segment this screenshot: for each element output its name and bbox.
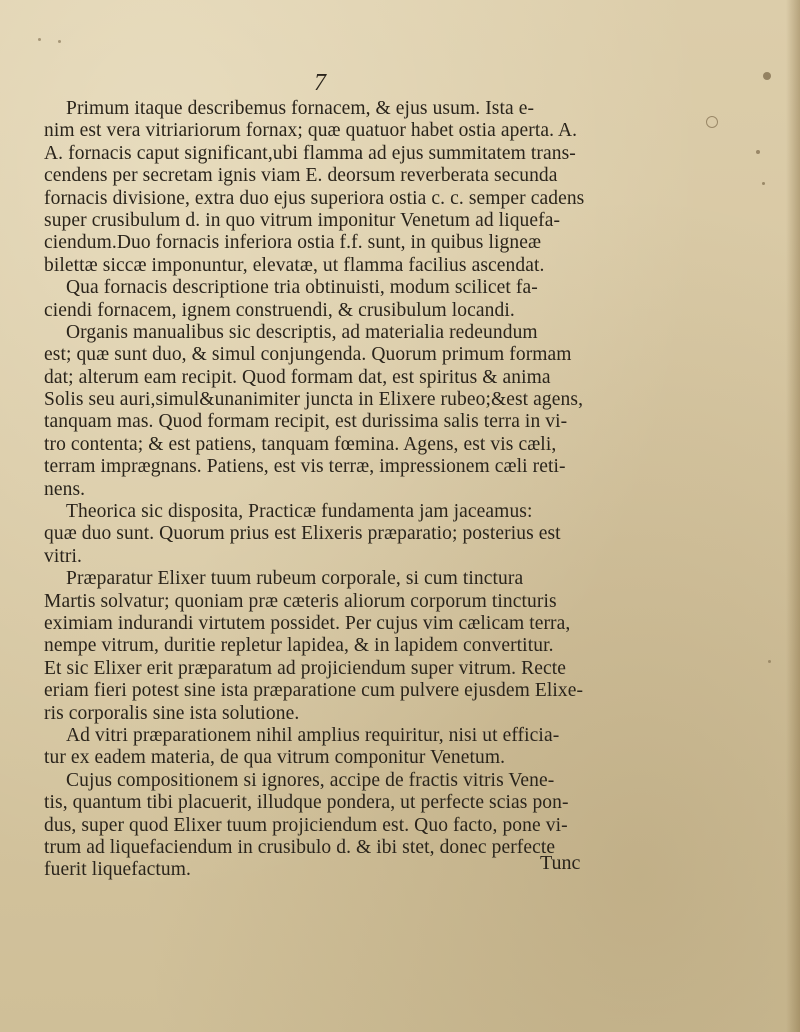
text-line: tanquam mas. Quod formam recipit, est durissima salis terra in vi- (44, 411, 568, 433)
text-line: Martis solvatur; quoniam præ cæteris aliorum corporum tincturis (44, 590, 557, 612)
text-line: tis, quantum tibi placuerit, illudque pondera, ut perfecte scias pon- (44, 792, 569, 814)
text-line: Solis seu auri,simul&unanimiter juncta in Elixere rubeo;&est agens, (44, 389, 584, 411)
text-line: dus, super quod Elixer tuum projiciendum est. Quo facto, pone vi- (44, 814, 568, 836)
text-line: Præparatur Elixer tuum rubeum corporale, si cum tinctura (66, 568, 524, 590)
text-line: ciendum.Duo fornacis inferiora ostia f.f. sunt, in quibus ligneæ (44, 232, 542, 254)
text-line: eriam fieri potest sine ista præparatione cum pulvere ejusdem Elixe- (44, 680, 584, 702)
text-line: Theorica sic disposita, Practicæ fundamenta jam jaceamus: (66, 501, 533, 523)
text-line: vitri. (44, 545, 82, 567)
text-line: trum ad liquefaciendum in crusibulo d. & ibi stet, donec perfecte (44, 836, 556, 858)
text-line: Organis manualibus sic descriptis, ad materialia redeundum (66, 321, 538, 343)
text-line: bilettæ siccæ imponuntur, elevatæ, ut flamma facilius ascendat. (44, 254, 545, 276)
text-line: Qua fornacis descriptione tria obtinuisti, modum scilicet fa- (66, 277, 538, 299)
paper-stain (38, 38, 41, 41)
text-line: Ad vitri præparationem nihil amplius requiritur, nisi ut efficia- (66, 724, 560, 746)
page-edge-shadow (786, 0, 800, 1032)
text-line: ris corporalis sine ista solutione. (44, 702, 300, 724)
text-line: cendens per secretam ignis viam E. deorsum reverberata secunda (44, 165, 558, 187)
paper-stain (763, 72, 771, 80)
paper-stain (706, 116, 718, 128)
text-line: nempe vitrum, duritie repletur lapidea, & in lapidem convertitur. (44, 635, 554, 657)
text-line: ciendi fornacem, ignem construendi, & crusibulum locandi. (44, 299, 515, 321)
text-line: terram imprægnans. Patiens, est vis terræ, impressionem cæli reti- (44, 456, 566, 478)
paper-stain (762, 182, 765, 185)
body-text (44, 98, 664, 882)
paper-stain (756, 150, 760, 154)
text-line: Et sic Elixer erit præparatum ad projiciendum super vitrum. Recte (44, 657, 567, 679)
text-line: nim est vera vitriariorum fornax; quæ quatuor habet ostia aperta. A. (44, 120, 578, 142)
text-line: eximiam indurandi virtutem possidet. Per cujus vim cælicam terra, (44, 612, 571, 634)
text-line: A. fornacis caput significant,ubi flamma ad ejus summitatem trans- (44, 142, 576, 164)
text-line: fuerit liquefactum. (44, 859, 192, 881)
page-number: 7 (314, 70, 326, 96)
text-line: est; quæ sunt duo, & simul conjungenda. Quorum primum formam (44, 344, 572, 366)
text-line: Primum itaque describemus fornacem, & ejus usum. Ista e- (66, 98, 535, 119)
text-line: tro contenta; & est patiens, tanquam fœmina. Agens, est vis cæli, (44, 433, 557, 455)
text-line: quæ duo sunt. Quorum prius est Elixeris præparatio; posterius est (44, 523, 561, 545)
text-line: nens. (44, 478, 86, 500)
text-line: super crusibulum d. in quo vitrum imponitur Venetum ad liquefa- (44, 209, 561, 231)
text-line: tur ex eadem materia, de qua vitrum componitur Venetum. (44, 747, 506, 769)
text-line: dat; alterum eam recipit. Quod formam dat, est spiritus & anima (44, 366, 551, 388)
paper-stain (768, 660, 771, 663)
text-line: fornacis divisione, extra duo ejus superiora ostia c. c. semper cadens (44, 187, 585, 209)
text-line: Cujus compositionem si ignores, accipe de fractis vitris Vene- (66, 769, 555, 791)
catchword: Tunc (540, 852, 581, 874)
paper-stain (58, 40, 61, 43)
